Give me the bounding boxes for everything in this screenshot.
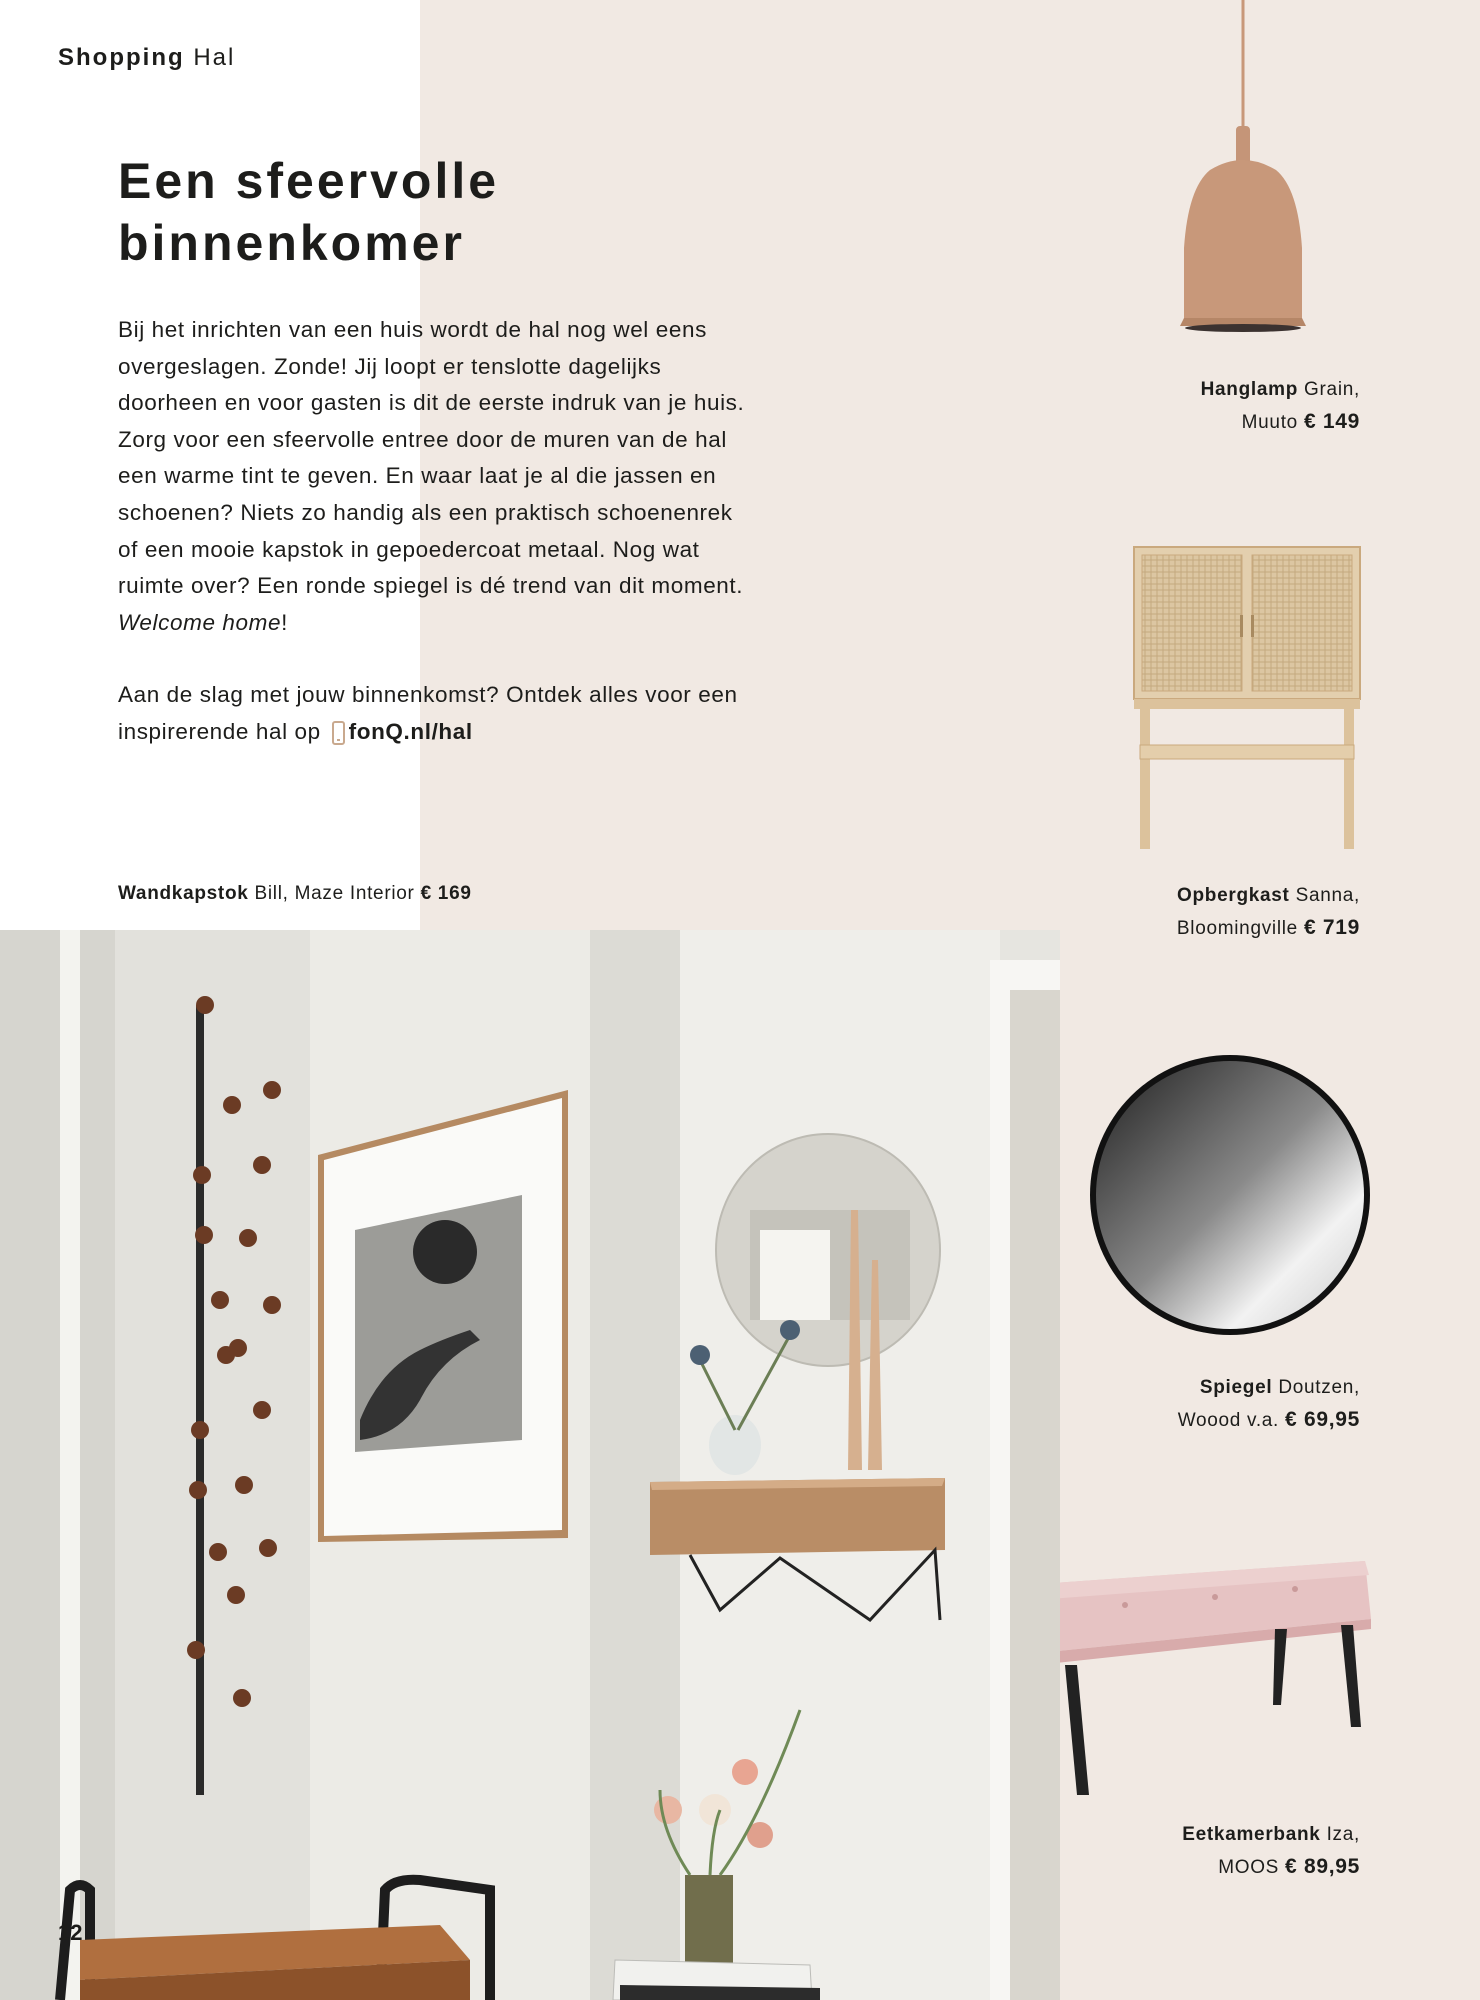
product-model: Iza, bbox=[1326, 1824, 1360, 1845]
paragraph-intro-text: Bij het inrichten van een huis wordt de hal nog wel eens overgeslagen. Zonde! Jij loopt er tenslotte dagelijks doorheen en voor gasten is dit de eerste indruk van je huis. Zorg voor een sfeervolle entree door de muren van de hal een warme tint te geven. En waar laat je al die jassen en schoenen? Niets zo handig als een praktisch schoenenrek of een mooie kapstok in gepoedercoat metaal. Nog wat ruimte over? Een ronde spiegel is dé trend van dit moment. bbox=[118, 317, 745, 599]
page-title bbox=[118, 150, 638, 274]
title-line-1: Een sfeervolle bbox=[118, 153, 500, 209]
subsection-label: Hal bbox=[193, 44, 236, 71]
page-number: 12 bbox=[58, 1920, 83, 1945]
product-price: € 149 bbox=[1303, 410, 1360, 433]
phone-icon bbox=[332, 721, 345, 745]
paragraph-cta-text: Aan de slag met jouw binnenkomst? Ontdek alles voor een inspirerende hal op bbox=[118, 682, 738, 744]
product-name: Hanglamp bbox=[1200, 379, 1299, 400]
store-link[interactable]: fonQ.nl/hal bbox=[348, 718, 473, 744]
paragraph-emphasis: Welcome home bbox=[118, 609, 282, 635]
product-name: Wandkapstok bbox=[118, 883, 249, 904]
photo-mirror bbox=[716, 1134, 940, 1366]
paragraph-intro-end: ! bbox=[281, 609, 288, 635]
product-price: € 89,95 bbox=[1285, 1855, 1360, 1878]
pendant-lamp-image bbox=[1140, 0, 1360, 340]
product-price: € 719 bbox=[1303, 916, 1360, 939]
section-label: Shopping bbox=[58, 44, 185, 71]
product-brand: MOOS bbox=[1218, 1857, 1280, 1878]
product-model: Doutzen, bbox=[1278, 1377, 1360, 1398]
title-line-2: binnenkomer bbox=[118, 215, 465, 271]
product-name: Eetkamerbank bbox=[1182, 1824, 1321, 1845]
framed-print bbox=[318, 1090, 568, 1542]
hallway-photo bbox=[0, 930, 1060, 2000]
article-body bbox=[118, 312, 758, 751]
round-mirror-image bbox=[1085, 1053, 1375, 1343]
product-model: Sanna, bbox=[1295, 885, 1360, 906]
product-model: Grain, bbox=[1304, 379, 1360, 400]
paragraph-intro bbox=[118, 312, 758, 641]
product-price: € 169 bbox=[420, 883, 472, 904]
magazine-stack bbox=[613, 1960, 820, 2000]
paragraph-cta bbox=[118, 677, 758, 750]
product-price: € 69,95 bbox=[1285, 1408, 1360, 1431]
caption-hanglamp bbox=[1000, 374, 1360, 439]
product-model: Bill, Maze Interior bbox=[254, 883, 415, 904]
pink-bench-image bbox=[1005, 1555, 1385, 1805]
rattan-cabinet-image bbox=[1130, 545, 1370, 855]
product-brand: Muuto bbox=[1241, 412, 1298, 433]
product-name: Opbergkast bbox=[1177, 885, 1290, 906]
section-header bbox=[58, 44, 235, 72]
product-brand: Woood v.a. bbox=[1177, 1410, 1280, 1431]
caption-wandkapstok bbox=[118, 878, 618, 910]
product-brand: Bloomingville bbox=[1176, 918, 1298, 939]
product-name: Spiegel bbox=[1199, 1377, 1273, 1398]
